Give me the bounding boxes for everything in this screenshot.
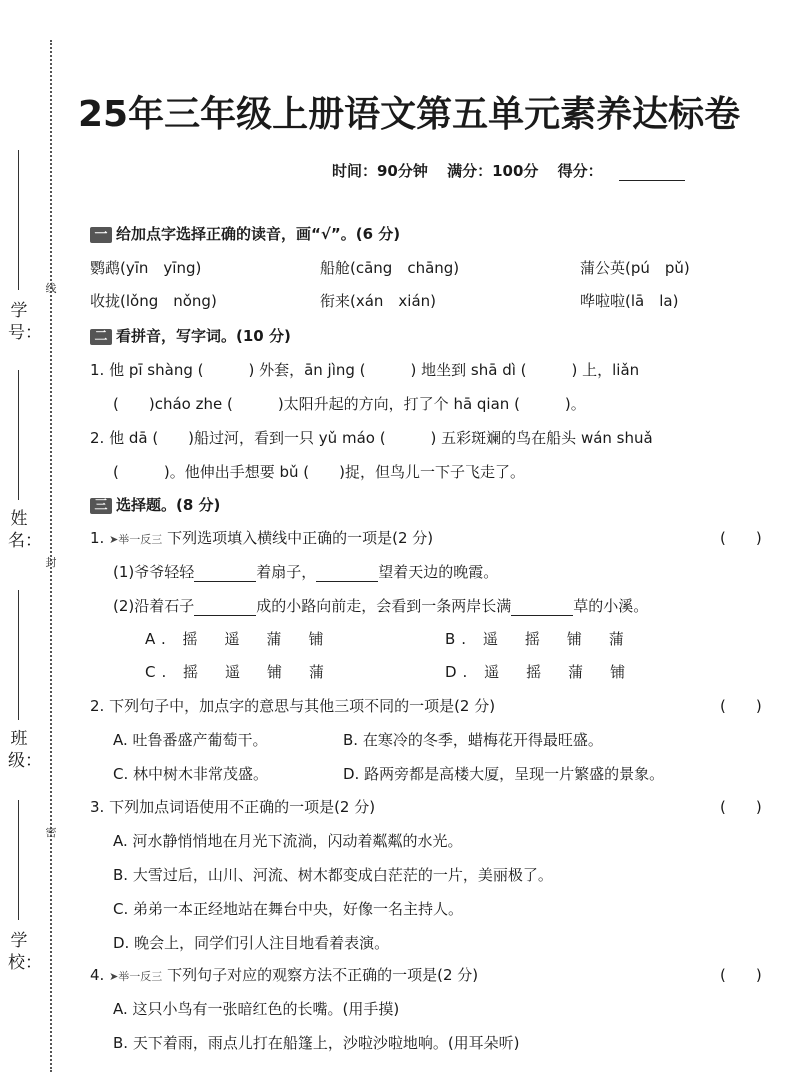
option-b[interactable]: B. 遥 摇 铺 蒲 bbox=[445, 630, 630, 648]
section-number: 二 bbox=[90, 329, 112, 345]
option-a[interactable]: A. 这只小鸟有一张暗红色的长嘴。(用手摸) bbox=[113, 1000, 400, 1018]
q3-1-sentence-1: (1)爷爷轻轻 着扇子， 望着天边的晚霞。 bbox=[113, 563, 499, 581]
full-score: 满分：100分 bbox=[447, 162, 539, 180]
fill-blank[interactable] bbox=[194, 567, 256, 582]
name-label: 姓名： bbox=[8, 509, 42, 551]
option-d[interactable]: D. 遥 摇 蒲 铺 bbox=[445, 663, 632, 681]
option-c[interactable]: C. 弟弟一本正经地站在舞台中央，好像一名主持人。 bbox=[113, 900, 464, 918]
school-line bbox=[18, 800, 19, 920]
section-number: 一 bbox=[90, 227, 112, 243]
q2-line[interactable]: 1. 他 pī shàng ( ) 外套，ān jìng ( ) 地坐到 shā dì ( ) 上，liǎn bbox=[90, 361, 640, 379]
pinyin-item[interactable]: 衔来(xán xián) bbox=[320, 292, 437, 310]
fill-blank[interactable] bbox=[511, 601, 573, 616]
time-limit: 时间：90分钟 bbox=[332, 162, 428, 180]
option-d[interactable]: D. 路两旁都是高楼大厦，呈现一片繁盛的景象。 bbox=[343, 765, 665, 783]
option-a[interactable]: A. 吐鲁番盛产葡萄干。 bbox=[113, 731, 268, 749]
student-no-line bbox=[18, 150, 19, 290]
q2-line[interactable]: ( )。他伸出手想要 bǔ ( )捉，但鸟儿一下子飞走了。 bbox=[113, 463, 525, 481]
section-title: 看拼音，写字词。(10 分) bbox=[116, 327, 291, 345]
school-label: 学校： bbox=[8, 931, 42, 973]
student-no-label: 学号： bbox=[8, 301, 42, 343]
q2-line[interactable]: 2. 他 dā ( )船过河，看到一只 yǔ máo ( ) 五彩斑斓的鸟在船头 wán shuǎ bbox=[90, 429, 653, 447]
score-label: 得分： bbox=[557, 162, 603, 180]
option-c[interactable]: C. 林中树木非常茂盛。 bbox=[113, 765, 269, 783]
q3-1-sentence-2: (2)沿着石子 成的小路向前走，会看到一条两岸长满 草的小溪。 bbox=[113, 597, 649, 615]
line-mark: 线 bbox=[45, 282, 57, 295]
pinyin-item[interactable]: 蒲公英(pú pǔ) bbox=[580, 259, 690, 277]
q3-2-stem: 2. 下列句子中，加点字的意思与其他三项不同的一项是(2 分) bbox=[90, 697, 496, 715]
score-field[interactable] bbox=[619, 164, 685, 181]
section-2-heading bbox=[90, 325, 291, 346]
seal-mark: 封 bbox=[45, 556, 57, 569]
pinyin-item[interactable]: 哗啦啦(lā la) bbox=[580, 292, 679, 310]
answer-paren[interactable]: ( ) bbox=[720, 966, 762, 984]
section-1-heading bbox=[90, 223, 400, 244]
option-b[interactable]: B. 天下着雨，雨点儿打在船篷上，沙啦沙啦地响。(用耳朵听) bbox=[113, 1034, 520, 1052]
fill-blank[interactable] bbox=[194, 601, 256, 616]
section-3-heading bbox=[90, 494, 220, 515]
option-a[interactable]: A. 摇 遥 蒲 铺 bbox=[145, 630, 330, 648]
pinyin-item[interactable]: 船舱(cāng chāng) bbox=[320, 259, 460, 277]
q3-3-stem: 3. 下列加点词语使用不正确的一项是(2 分) bbox=[90, 798, 376, 816]
secret-mark: 密 bbox=[45, 826, 57, 839]
pinyin-item[interactable]: 鹦鹉(yīn yīng) bbox=[90, 259, 202, 277]
exam-meta bbox=[332, 160, 699, 181]
class-line bbox=[18, 590, 19, 720]
section-title: 给加点字选择正确的读音，画“√”。(6 分) bbox=[116, 225, 401, 243]
option-d[interactable]: D. 晚会上，同学们引人注目地看着表演。 bbox=[113, 934, 390, 952]
option-b[interactable]: B. 大雪过后，山川、河流、树木都变成白茫茫的一片，美丽极了。 bbox=[113, 866, 553, 884]
option-b[interactable]: B. 在寒冷的冬季，蜡梅花开得最旺盛。 bbox=[343, 731, 603, 749]
pinyin-item[interactable]: 收拢(lǒng nǒng) bbox=[90, 292, 217, 310]
answer-paren[interactable]: ( ) bbox=[720, 697, 762, 715]
q2-line[interactable]: ( )cháo zhe ( )太阳升起的方向，打了个 hā qian ( )。 bbox=[113, 395, 586, 413]
variant-tag: ➤举一反三 bbox=[109, 533, 163, 546]
q3-1-stem: 1. ➤举一反三 下列选项填入横线中正确的一项是(2 分) bbox=[90, 529, 434, 547]
section-title: 选择题。(8 分) bbox=[116, 496, 221, 514]
section-number: 三 bbox=[90, 498, 112, 514]
option-c[interactable]: C. 摇 遥 铺 蒲 bbox=[145, 663, 331, 681]
answer-paren[interactable]: ( ) bbox=[720, 529, 762, 547]
q3-4-stem: 4. ➤举一反三 下列句子对应的观察方法不正确的一项是(2 分) bbox=[90, 966, 479, 984]
answer-paren[interactable]: ( ) bbox=[720, 798, 762, 816]
name-line bbox=[18, 370, 19, 500]
option-a[interactable]: A. 河水静悄悄地在月光下流淌，闪动着粼粼的水光。 bbox=[113, 832, 463, 850]
fill-blank[interactable] bbox=[316, 567, 378, 582]
page-title: 25年三年级上册语文第五单元素养达标卷 bbox=[78, 94, 741, 135]
variant-tag: ➤举一反三 bbox=[109, 970, 163, 983]
class-label: 班级： bbox=[8, 729, 42, 771]
